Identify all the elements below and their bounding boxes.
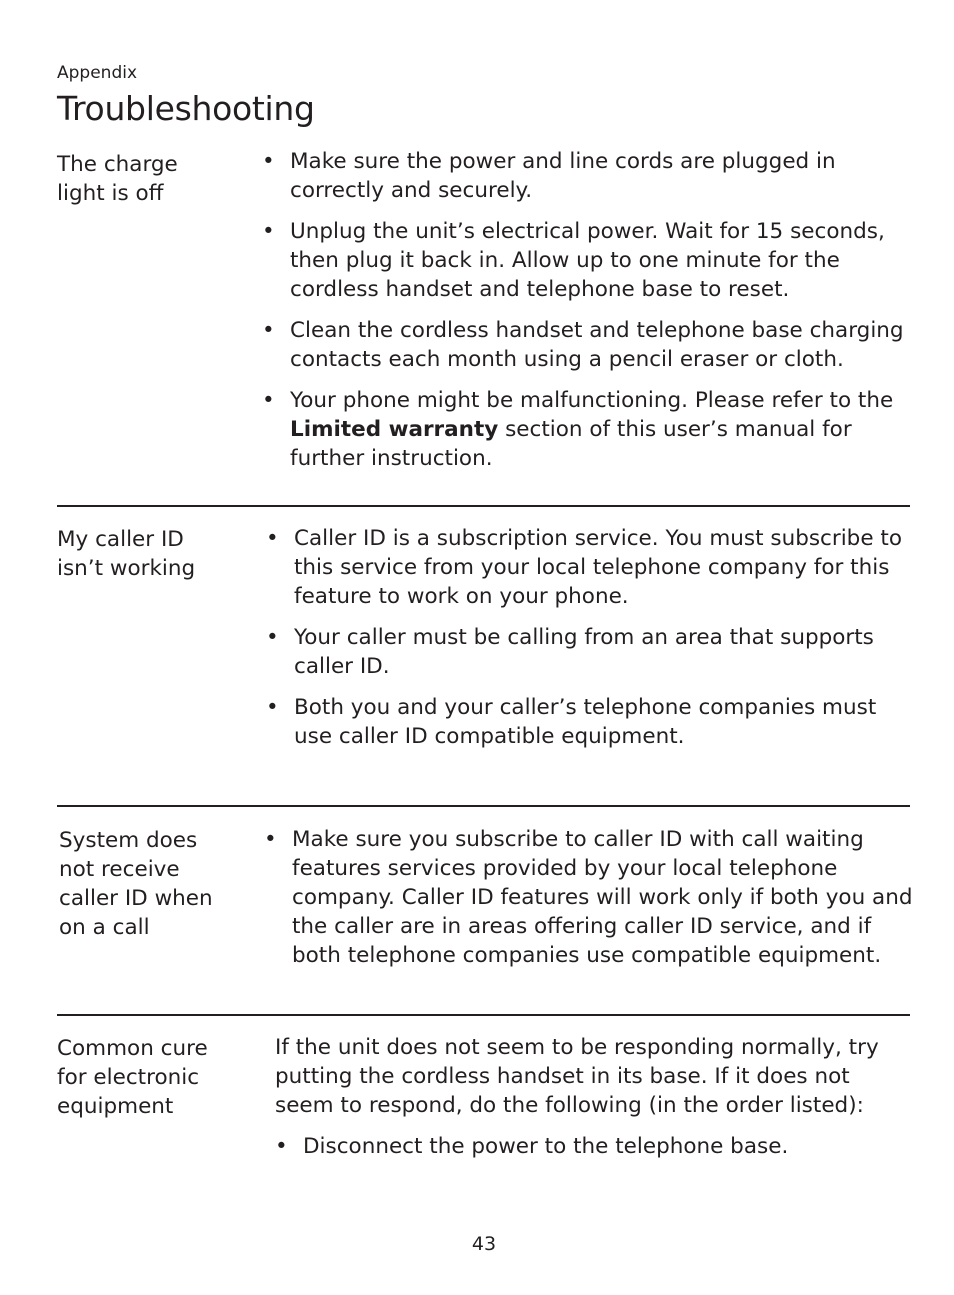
problem-label: Common cure for electronic equipment <box>57 1036 208 1119</box>
solution-text <box>275 1033 905 1173</box>
list-item <box>266 524 914 611</box>
list-item-text: Your caller must be calling from an area that supports caller ID. <box>294 625 874 679</box>
bullet-icon: • <box>262 149 275 174</box>
list-item-text: Unplug the unit’s electrical power. Wait for 15 seconds, then plug it back in. Allow up to one minute for the cordless handset and telephone base to reset. <box>290 219 885 302</box>
intro-paragraph: If the unit does not seem to be responding normally, try putting the cordless handset in its base. If it does not seem to respond, do the following (in the order listed): <box>275 1035 879 1118</box>
page-title: Troubleshooting <box>57 89 315 128</box>
list-item-text-before: Your phone might be malfunctioning. Please refer to the <box>290 388 894 413</box>
list-item-text: Caller ID is a subscription service. You must subscribe to this service from your local telephone company for this feature to work on your phone. <box>294 526 902 609</box>
list-item-text: Make sure you subscribe to caller ID with call waiting features services provided by your local telephone company. Caller ID features will work only if both you and the caller are in areas offering caller ID service, and if both telephone companies use compatible equipment. <box>292 827 913 968</box>
problem-label: My caller ID isn’t working <box>57 527 196 581</box>
list-item-text-after: section of this user’s manual for further instruction. <box>290 417 852 471</box>
list-item-text: Disconnect the power to the telephone base. <box>303 1134 789 1159</box>
bullet-icon: • <box>262 318 275 343</box>
bullet-icon: • <box>266 625 279 650</box>
list-item-text: Clean the cordless handset and telephone base charging contacts each month using a pencil eraser or cloth. <box>290 318 904 372</box>
list-item <box>275 1132 905 1161</box>
problem-label: The charge light is off <box>57 152 178 206</box>
bullet-icon: • <box>275 1134 288 1159</box>
list-item <box>262 316 912 374</box>
list-item-text: Both you and your caller’s telephone companies must use caller ID compatible equipment. <box>294 695 877 749</box>
section-label: Appendix <box>57 63 138 83</box>
list-item <box>266 693 914 751</box>
divider <box>57 805 910 807</box>
solution-list <box>264 825 914 982</box>
page-number: 43 <box>471 1233 497 1255</box>
bullet-icon: • <box>262 388 275 413</box>
list-item <box>262 386 912 473</box>
bullet-icon: • <box>266 695 279 720</box>
bullet-icon: • <box>262 219 275 244</box>
problem-label: System does not receive caller ID when on a call <box>59 828 213 940</box>
bullet-icon: • <box>266 526 279 551</box>
limited-warranty-reference: Limited warranty <box>290 417 499 442</box>
divider <box>57 505 910 507</box>
list-item <box>262 217 912 304</box>
bullet-icon: • <box>264 827 277 852</box>
solution-list <box>262 147 912 485</box>
divider <box>57 1014 910 1016</box>
solution-list <box>266 524 914 763</box>
list-item-text: Make sure the power and line cords are plugged in correctly and securely. <box>290 149 836 203</box>
list-item-text <box>290 388 893 471</box>
list-item <box>262 147 912 205</box>
list-item <box>264 825 914 970</box>
list-item <box>266 623 914 681</box>
